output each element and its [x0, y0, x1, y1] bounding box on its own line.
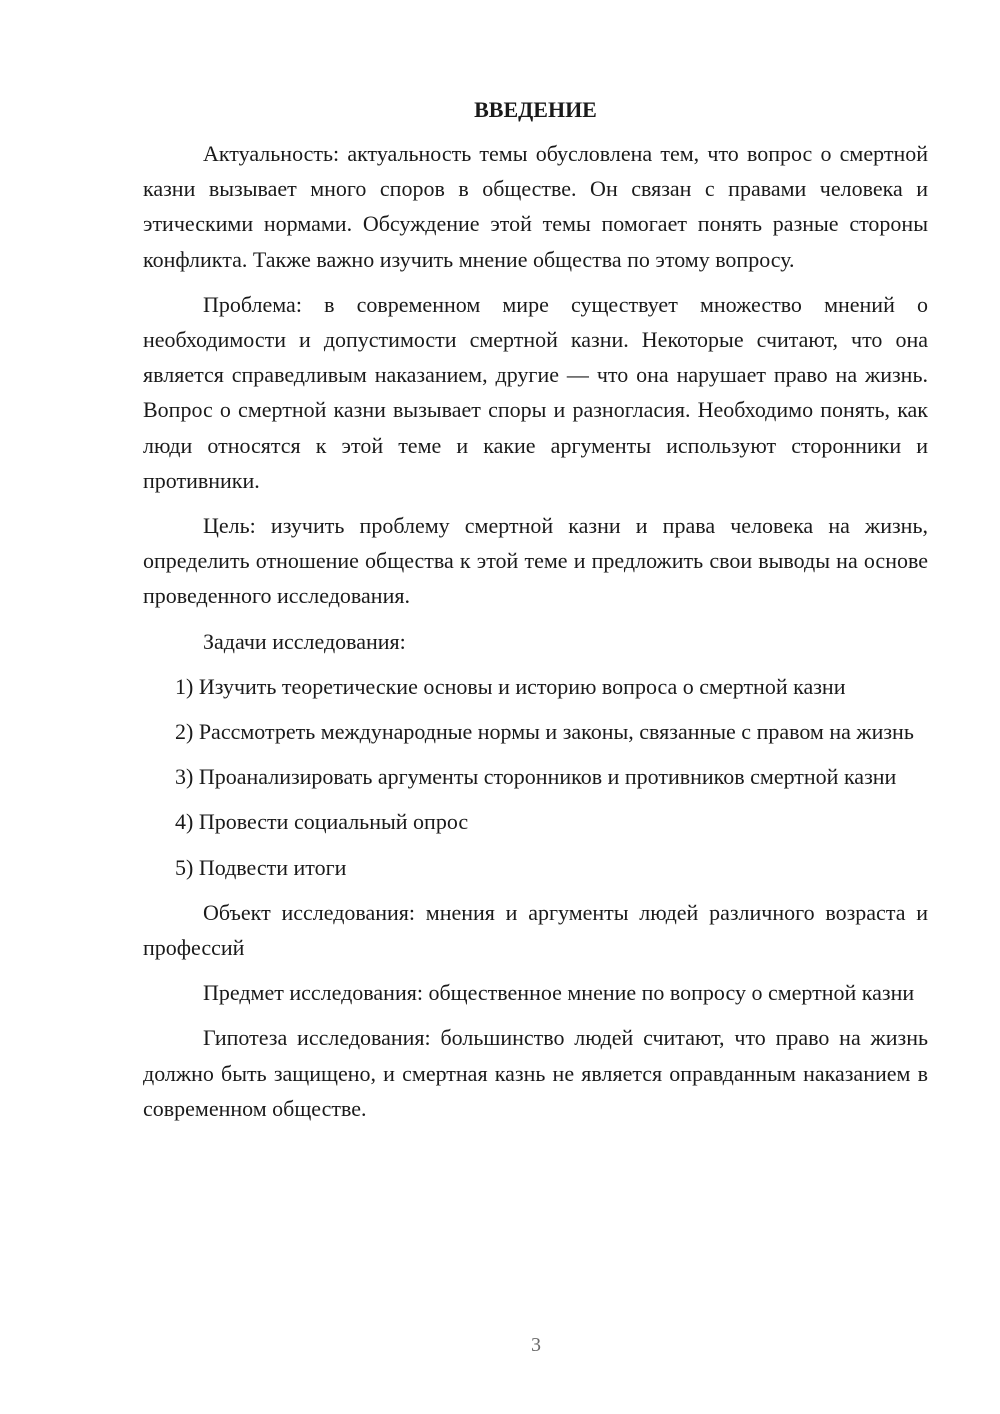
page-number: 3: [531, 1334, 541, 1356]
relevance-paragraph: Актуальность: актуальность темы обусловлена тем, что вопрос о смертной казни вызывает много споров в обществе. Он связан с правами человека и этическими нормами. Обсуждение этой темы помогает понять разные стороны конфликта. Также важно изучить мнение общества по этому вопросу.: [143, 141, 928, 272]
subject-paragraph: Предмет исследования: общественное мнение по вопросу о смертной казни: [203, 980, 915, 1006]
task-item-4: 4) Провести социальный опрос: [175, 809, 469, 835]
hypothesis-paragraph: Гипотеза исследования: большинство людей считают, что право на жизнь должно быть защищено, и смертная казнь не является оправданным наказанием в современном обществе.: [143, 1025, 928, 1121]
section-heading: ВВЕДЕНИЕ: [474, 97, 597, 122]
task-item-1: 1) Изучить теоретические основы и историю вопроса о смертной казни: [175, 673, 846, 699]
object-paragraph: Объект исследования: мнения и аргументы людей различного возраста и профессий: [143, 899, 928, 961]
task-item-3: 3) Проанализировать аргументы сторонников и противников смертной казни: [175, 764, 897, 790]
task-item-5: 5) Подвести итоги: [175, 854, 347, 880]
task-item-2: 2) Рассмотреть международные нормы и законы, связанные с правом на жизнь: [175, 719, 914, 745]
document-body: [143, 94, 928, 1136]
tasks-title: Задачи исследования:: [203, 628, 406, 654]
problem-paragraph: Проблема: в современном мире существует множество мнений о необходимости и допустимости смертной казни. Некоторые считают, что она является справедливым наказанием, другие — что она нарушает право на жизнь. Вопрос о смертной казни вызывает споры и разногласия. Необходимо понять, как люди относятся к этой теме и какие аргументы используют сторонники и противники.: [143, 291, 928, 493]
goal-paragraph: Цель: изучить проблему смертной казни и права человека на жизнь, определить отношение общества к этой теме и предложить свои выводы на основе проведенного исследования.: [143, 513, 928, 609]
